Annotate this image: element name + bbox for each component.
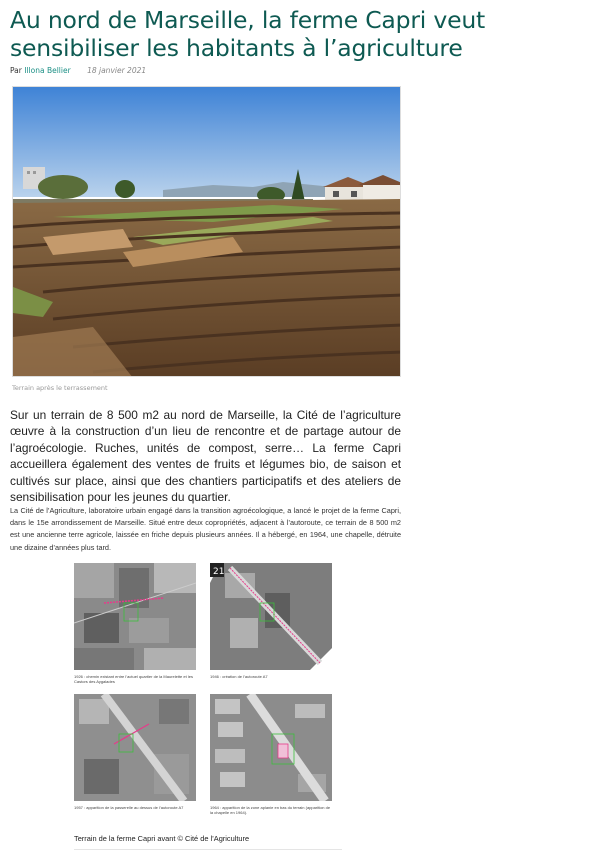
hero-photo [12, 86, 401, 377]
map-1964 [210, 694, 332, 801]
byline [10, 66, 146, 75]
author-link[interactable]: Illona Bellier [24, 66, 71, 75]
map-1926-caption: 1926 : chemin existant entre l’actuel quartier de la Maurelette et les Castors des Aygalades [74, 674, 193, 684]
body-paragraph: La Cité de l’Agriculture, laboratoire urbain engagé dans la transition agroécologique, a lancé le projet de la ferme Capri, dans le 15e arrondissement de Marseille. Situé entre deux copropriétés, adjacent à l’autoroute, ce terrain de 8 500 m2 est une ancienne terre agricole, laissée en friche depuis plusieurs années. Il a hébergé, en 1964, une chapelle, détruite une dizaine d’années plus tard. [10, 506, 401, 552]
maps-caption: Terrain de la ferme Capri avant © Cité de l’Agriculture [74, 834, 250, 843]
lead-paragraph: Sur un terrain de 8 500 m2 au nord de Marseille, la Cité de l’agriculture œuvre à la construction d’un lieu de rencontre et de partage autour de l’agroécologie. Ruches, unités de compost, serre… La ferme Capri accueillera également des ventes de fruits et légumes bio, de saison et cultivés sur place, ainsi que des chantiers participatifs et des ateliers de sensibilisation pour les jeunes du quartier. [10, 408, 401, 505]
historical-maps-figure [74, 563, 344, 825]
hero-caption: Terrain après le terrassement [12, 384, 108, 392]
map-1926 [74, 563, 196, 670]
byline-prefix: Par [10, 66, 22, 75]
article-title: Au nord de Marseille, la ferme Capri veut sensibiliser les habitants à l’agriculture [10, 6, 486, 62]
publish-date: 18 janvier 2021 [87, 66, 147, 75]
map-1964-caption: 1964 : apparition de la zone aplanie en bas du terrain (apparition de la chapelle en 1964). [210, 805, 331, 815]
map-1946-caption: 1946 : création de l’autoroute A7 [210, 674, 268, 679]
map-1957-caption: 1957 : apparition de la passerelle au dessus de l’autoroute A7 [74, 805, 184, 810]
divider [74, 849, 342, 850]
map-1946 [210, 563, 332, 670]
svg-text:21: 21 [213, 567, 225, 577]
map-1957 [74, 694, 196, 801]
